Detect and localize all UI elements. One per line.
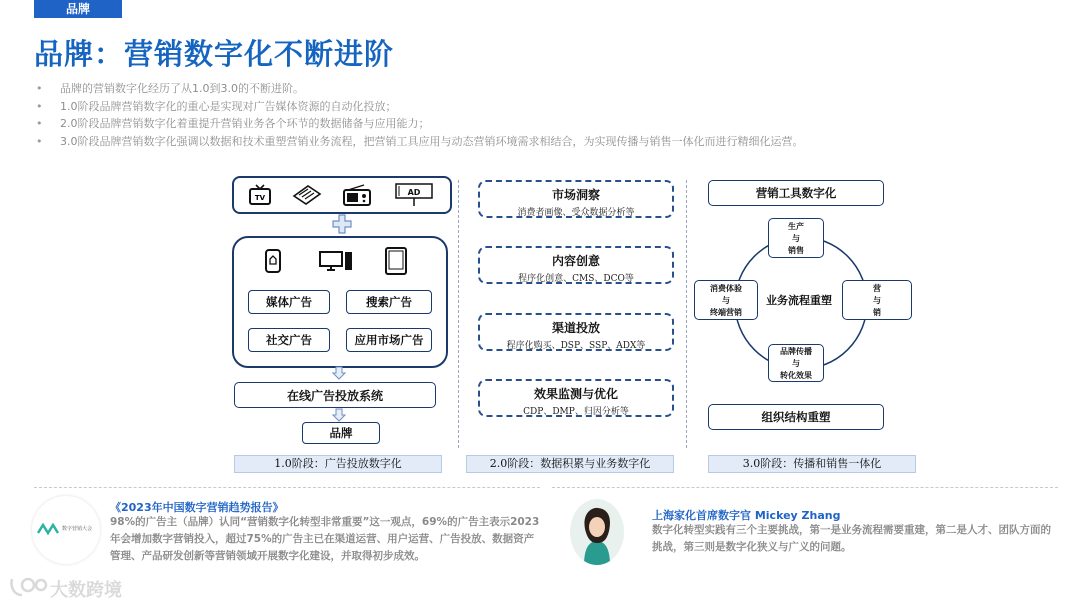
stage1-label: 1.0阶段：广告投放数字化	[234, 455, 442, 473]
logo-icon	[37, 523, 61, 535]
stage2-panel	[470, 176, 680, 472]
cycle-node-production: 生产 与 销售	[768, 218, 824, 258]
stage3-panel	[696, 176, 920, 472]
cycle-node-brand-conversion: 品牌传播 与 转化效果	[768, 344, 824, 382]
phone-icon	[264, 248, 282, 274]
stage3-label: 3.0阶段：传播和销售一体化	[708, 455, 916, 473]
channel-search-ads: 搜索广告	[346, 290, 432, 314]
stage2-item-sub: 消费者画像、受众数据分析等	[517, 208, 635, 218]
bullet-list	[36, 80, 1046, 150]
column-divider	[686, 180, 687, 448]
desktop-icon	[318, 250, 354, 272]
section-divider	[552, 487, 1058, 488]
bullet-item: • 品牌的营销数字化经历了从1.0到3.0的不断进阶。	[36, 80, 1046, 98]
svg-text:TV: TV	[254, 194, 266, 202]
billboard-icon	[394, 182, 434, 208]
stage2-item-sub: CDP、DMP、归因分析等	[523, 407, 629, 417]
page-title: 品牌：营销数字化不断进阶	[34, 37, 395, 71]
stage3-org-box: 组织结构重塑	[708, 404, 884, 430]
stage2-item-sub: 程序化创意、CMS、DCO等	[518, 274, 634, 284]
tv-icon	[248, 183, 272, 207]
quote-text: 数字化转型实践有三个主要挑战，第一是业务流程需要重建，第二是人才、团队方面的挑战，第三则是数字化狭义与广义的问题。	[652, 524, 1051, 553]
bullet-item: • 1.0阶段品牌营销数字化的重心是实现对广告媒体资源的自动化投放；	[36, 98, 1046, 116]
arrow-down-icon	[332, 366, 346, 380]
stage2-item-title: 内容创意	[551, 254, 600, 268]
report-text: 98%的广告主（品牌）认同“营销数字化转型非常重要”这一观点，69%的广告主表示2023年会增加数字营销投入，超过75%的广告主已在渠道运营、用户运营、广告投放、数据资产管理、产品研发创新等营销领域开展数字化建设，并取得初步成效。	[110, 516, 540, 562]
watermark: 大数跨境	[50, 580, 122, 601]
stage2-item-sub: 程序化购买、DSP、SSP、ADX等	[506, 341, 646, 351]
column-divider	[458, 180, 459, 448]
radio-icon	[342, 183, 372, 207]
ad-system-box: 在线广告投放系统	[234, 382, 436, 408]
bullet-item: • 3.0阶段品牌营销数字化强调以数据和技术重塑营销业务流程，把营销工具应用与动态营销环境需求相结合，为实现传播与销售一体化而进行精细化运营。	[36, 133, 1046, 151]
stage2-item-title: 市场洞察	[551, 188, 600, 202]
channel-appstore-ads: 应用市场广告	[346, 328, 432, 352]
stage2-item-title: 渠道投放	[551, 321, 600, 335]
stage3-tools-box: 营销工具数字化	[708, 180, 884, 206]
section-tag: 品牌	[34, 0, 122, 18]
channels-box	[232, 236, 448, 368]
report-logo	[32, 496, 100, 564]
plus-icon	[332, 214, 352, 234]
arrow-down-icon	[332, 408, 346, 422]
section-divider	[34, 487, 540, 488]
newspaper-icon	[292, 184, 322, 206]
watermark-icon	[8, 573, 48, 599]
avatar	[570, 499, 624, 565]
report-title: 《2023年中国数字营销趋势报告》	[110, 501, 284, 514]
stage2-item-channel-delivery	[478, 313, 674, 351]
tablet-icon	[384, 246, 408, 276]
stage2-label: 2.0阶段：数据积累与业务数字化	[466, 455, 674, 473]
cycle-node-consumer-experience: 消费体验 与 终端营销	[694, 280, 758, 320]
quote-title: 上海家化首席数字官 Mickey Zhang	[652, 509, 841, 522]
person-icon	[570, 499, 624, 565]
stage2-item-market-insight	[478, 180, 674, 218]
cycle-center-label: 业务流程重塑	[766, 294, 832, 307]
stage1-panel	[232, 176, 452, 472]
ad-badge: AD	[407, 188, 421, 197]
logo-text: 数字营销大会	[62, 526, 93, 532]
cycle-node-marketing-sales: 营 与 销	[842, 280, 912, 320]
bullet-item: • 2.0阶段品牌营销数字化着重提升营销业务各个环节的数据储备与应用能力；	[36, 115, 1046, 133]
media-icons-box	[232, 176, 452, 214]
channel-media-ads: 媒体广告	[248, 290, 330, 314]
stage2-item-content-creative	[478, 246, 674, 284]
stage2-item-effect-monitoring	[478, 379, 674, 417]
stage2-item-title: 效果监测与优化	[533, 387, 618, 401]
channel-social-ads: 社交广告	[248, 328, 330, 352]
brand-box: 品牌	[302, 422, 380, 444]
